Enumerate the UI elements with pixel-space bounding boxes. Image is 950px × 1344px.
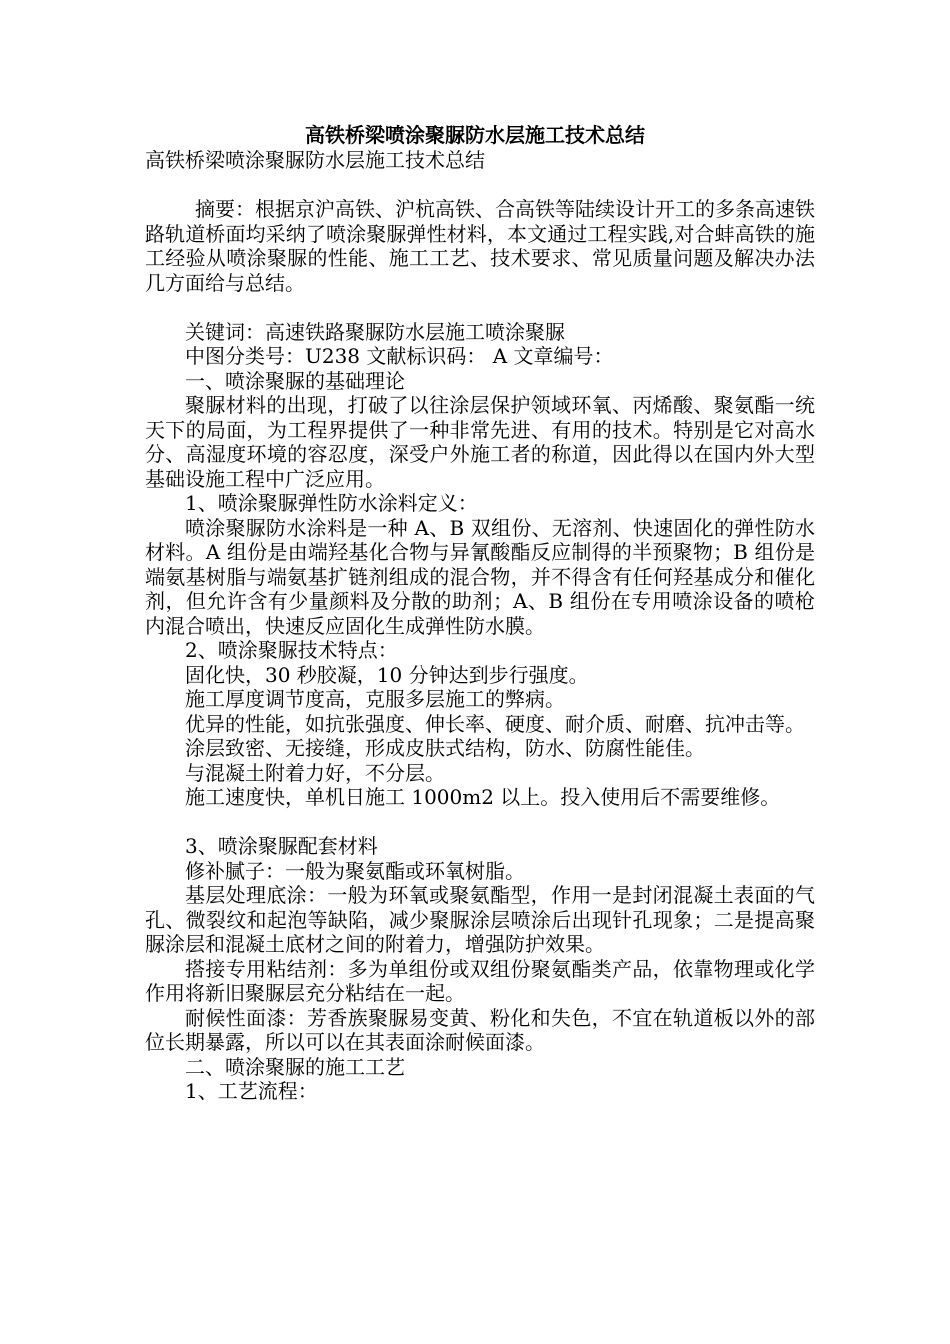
blank-line	[145, 295, 815, 320]
list-item: 涂层致密、无接缝，形成皮肤式结构，防水、防腐性能佳。	[185, 736, 705, 760]
document-body	[145, 148, 815, 1104]
document-subtitle: 高铁桥梁喷涂聚脲防水层施工技术总结	[145, 148, 485, 172]
blank-line	[145, 810, 815, 835]
body-paragraph: 聚脲材料的出现，打破了以往涂层保护领域环氧、丙烯酸、聚氨酯一统天下的局面，为工程界提供了一种非常先进、有用的技术。特别是它对高水分、高湿度环境的容忍度，深受户外施工者的称道，因此得以在国内外大型基础设施工程中广泛应用。	[145, 393, 815, 491]
abstract-paragraph: 摘要：根据京沪高铁、沪杭高铁、合高铁等陆续设计开工的多条高速铁路轨道桥面均采纳了喷涂聚脲弹性材料，本文通过工程实践,对合蚌高铁的施工经验从喷涂聚脲的性能、施工工艺、技术要求、常见质量问题及解决办法几方面给与总结。	[145, 197, 815, 295]
section-heading: 一、喷涂聚脲的基础理论	[185, 368, 405, 393]
list-item: 修补腻子：一般为聚氨酯或环氧树脂。	[185, 858, 525, 883]
section-heading: 二、喷涂聚脲的施工工艺	[185, 1054, 405, 1079]
blank-line	[145, 173, 815, 198]
list-item: 基层处理底涂：一般为环氧或聚氨酯型，作用一是封闭混凝土表面的气孔、微裂纹和起泡等缺陷，减少聚脲涂层喷涂后出现针孔现象；二是提高聚脲涂层和混凝土底材之间的附着力，增强防护效果。	[145, 883, 815, 956]
subsection-heading: 3、喷涂聚脲配套材料	[185, 834, 378, 858]
list-item: 优异的性能，如抗张强度、伸长率、硬度、耐介质、耐磨、抗冲击等。	[185, 711, 805, 736]
subsection-heading: 2、喷涂聚脲技术特点：	[185, 638, 398, 662]
list-item: 固化快，30 秒胶凝，10 分钟达到步行强度。	[185, 662, 589, 687]
subsection-heading: 1、工艺流程：	[185, 1079, 318, 1103]
classification-line: 中图分类号：U238 文献标识码： A 文章编号：	[185, 344, 614, 368]
document-title: 高铁桥梁喷涂聚脲防水层施工技术总结	[305, 123, 645, 147]
body-paragraph: 喷涂聚脲防水涂料是一种 A、B 双组份、无溶剂、快速固化的弹性防水材料。A 组份是由端羟基化合物与异氰酸酯反应制得的半预聚物；B 组份是端氨基树脂与端氨基扩链剂组成的混合物，并不得含有任何羟基成分和催化剂，但允许含有少量颜料及分散的助剂；A、B 组份在专用喷涂设备的喷枪内混合喷出，快速反应固化生成弹性防水膜。	[145, 515, 815, 638]
list-item: 施工速度快，单机日施工 1000m2 以上。投入使用后不需要维修。	[185, 785, 781, 809]
keywords-line: 关键词：高速铁路聚脲防水层施工喷涂聚脲	[185, 319, 565, 344]
list-item: 施工厚度调节度高，克服多层施工的弊病。	[185, 687, 565, 711]
list-item: 与混凝土附着力好，不分层。	[185, 760, 445, 785]
list-item: 耐候性面漆：芳香族聚脲易变黄、粉化和失色，不宜在轨道板以外的部位长期暴露，所以可以在其表面涂耐候面漆。	[145, 1005, 815, 1054]
subsection-heading: 1、喷涂聚脲弹性防水涂料定义：	[185, 491, 478, 515]
list-item: 搭接专用粘结剂：多为单组份或双组份聚氨酯类产品，依靠物理或化学作用将新旧聚脲层充分粘结在一起。	[145, 956, 815, 1005]
